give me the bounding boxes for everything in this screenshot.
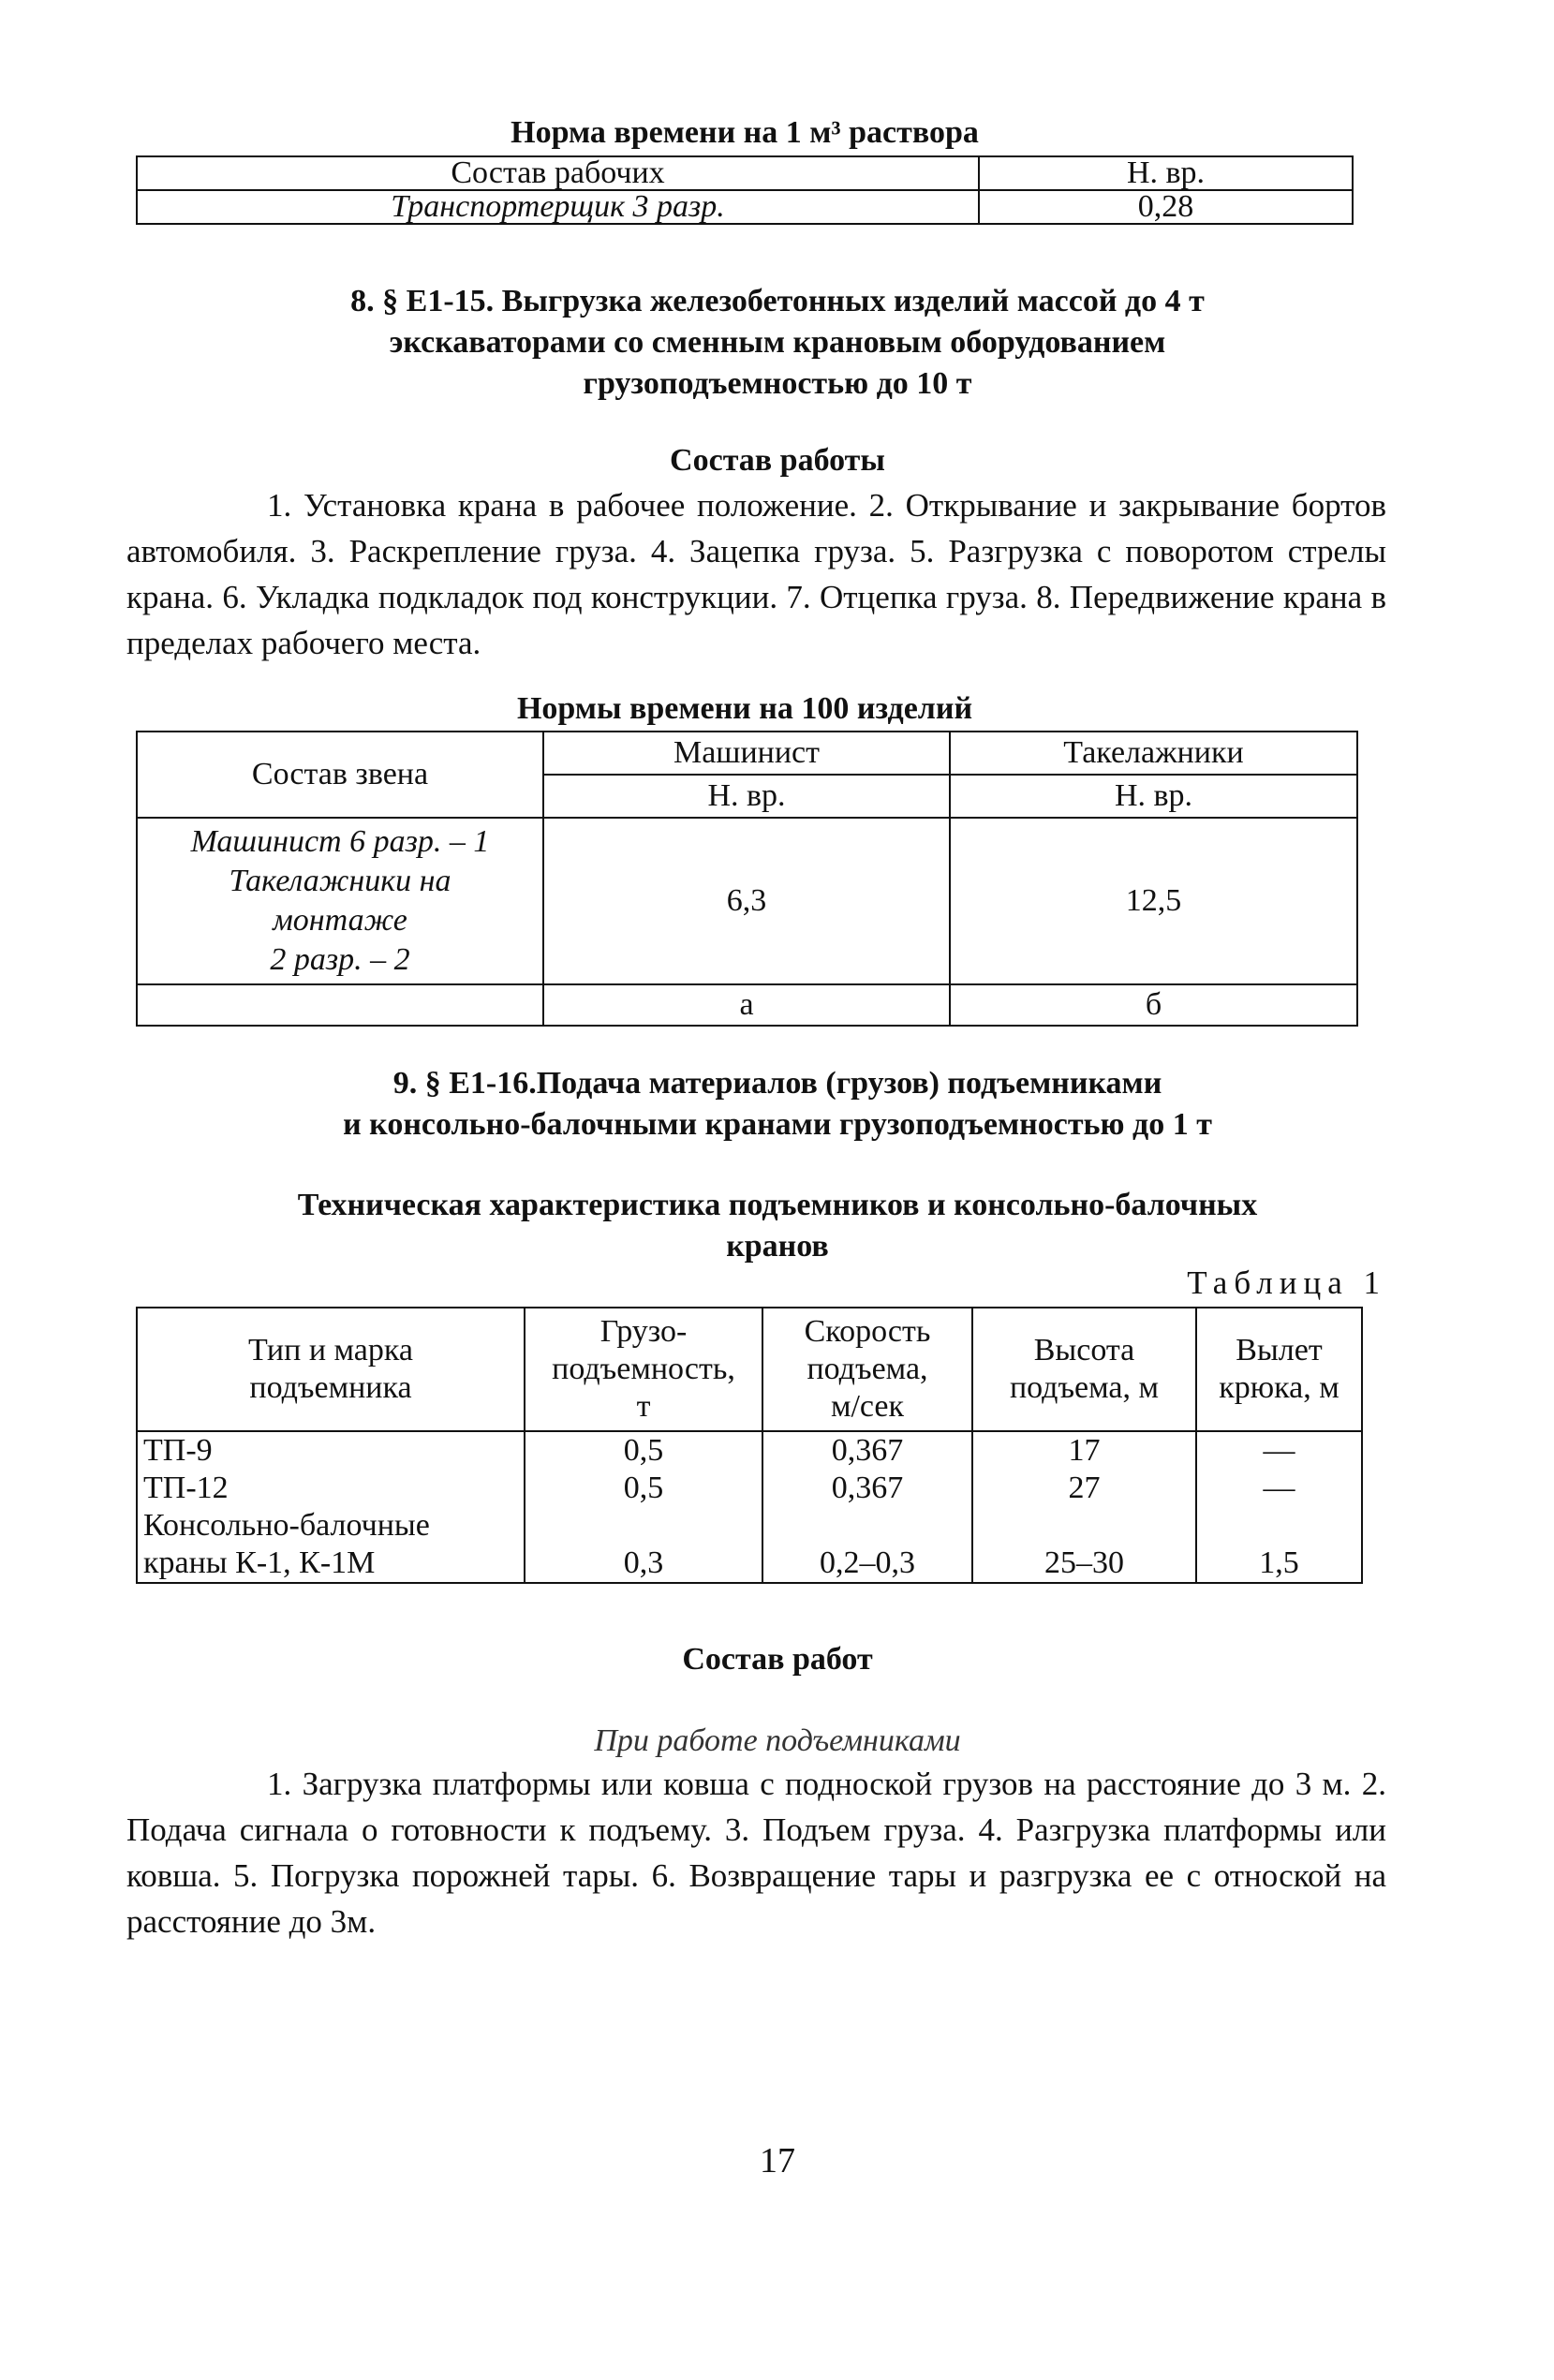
table2-cell-machinist: 6,3 <box>543 818 950 984</box>
table2-cell-empty <box>137 984 543 1026</box>
table-cell: 0,367 <box>762 1470 972 1507</box>
section8-title-line: экскаваторами со сменным крановым оборудованием <box>389 325 1166 360</box>
table-cell <box>525 1507 762 1545</box>
table2-header-machinist: Машинист <box>543 732 950 775</box>
table-cell: 27 <box>972 1470 1196 1507</box>
crew-line: Машинист 6 разр. – 1 <box>190 824 490 859</box>
table2-header-crew: Состав звена <box>137 732 543 818</box>
table-row: ТП-12 <box>137 1470 525 1507</box>
header-line: подъема, м <box>1009 1370 1160 1405</box>
table2-cell-crew <box>137 818 543 984</box>
page-number: 17 <box>760 2141 795 2180</box>
table-cell <box>762 1507 972 1545</box>
table3-header-reach <box>1196 1308 1362 1431</box>
table2-letter-a: а <box>543 984 950 1026</box>
table-cell: — <box>1196 1431 1362 1470</box>
table3-header-capacity <box>525 1308 762 1431</box>
table-row: краны К-1, К-1М <box>137 1545 525 1583</box>
table1-header-norm: Н. вр. <box>979 156 1353 190</box>
table1 <box>136 155 1354 225</box>
table1-caption: Норма времени на 1 м³ раствора <box>511 115 979 150</box>
crew-line: Такелажники на <box>229 864 451 898</box>
header-line: подъема, <box>807 1352 928 1386</box>
table2-cell-riggers: 12,5 <box>950 818 1357 984</box>
header-line: подъемника <box>249 1370 412 1405</box>
table1-cell-norm: 0,28 <box>979 190 1353 224</box>
works-text: 1. Загрузка платформы или ковша с подноской грузов на расстояние до 3 м. 2. Подача сигнала о готовности к подъему. 3. Подъем груза. 4. Разгрузка платформы или ковша. 5. Погрузка порожней тары. 6. Возвращение тары и разгрузка ее с отноской на расстояние до 3м. <box>126 1766 1386 1940</box>
table2-header-riggers: Такелажники <box>950 732 1357 775</box>
table-row: ТП-9 <box>137 1431 525 1470</box>
table3-header-height <box>972 1308 1196 1431</box>
table3-header-type <box>137 1308 525 1431</box>
table2-letter-b: б <box>950 984 1357 1026</box>
section8-title-line: грузоподъемностью до 10 т <box>583 366 972 401</box>
header-line: подъемность, <box>552 1352 735 1386</box>
crew-line: 2 разр. – 2 <box>270 942 410 977</box>
table2-caption: Нормы времени на 100 изделий <box>516 691 973 726</box>
table2-subheader-norm: Н. вр. <box>950 775 1357 818</box>
header-line: крюка, м <box>1219 1370 1339 1405</box>
tech-heading-line: кранов <box>726 1229 829 1264</box>
table-cell <box>1196 1507 1362 1545</box>
table-label: Таблица 1 <box>1187 1264 1386 1301</box>
section8-work-text: 1. Установка крана в рабочее положение. 2. Открывание и закрывание бортов автомобиля. 3. Раскрепление груза. 4. Зацепка груза. 5. Разгрузка с поворотом стрелы крана. 6. Укладка подкладок под конструкции. 7. Отцепка груза. 8. Передвижение крана в пределах рабочего места. <box>126 487 1386 661</box>
section8-title-line: 8. § Е1-15. Выгрузка железобетонных изделий массой до 4 т <box>350 284 1205 318</box>
header-line: Вылет <box>1236 1333 1323 1367</box>
crew-line: монтаже <box>273 903 407 938</box>
section8-title <box>131 281 1424 405</box>
table-row: Консольно-балочные <box>137 1507 525 1545</box>
tech-heading-line: Техническая характеристика подъемников и консольно-балочных <box>297 1188 1258 1222</box>
table-cell: 25–30 <box>972 1545 1196 1583</box>
table-cell: 0,367 <box>762 1431 972 1470</box>
table-cell <box>972 1507 1196 1545</box>
tech-heading <box>131 1185 1424 1267</box>
table-cell: 1,5 <box>1196 1545 1362 1583</box>
table-cell: 0,3 <box>525 1545 762 1583</box>
header-line: т <box>636 1389 651 1424</box>
header-line: Тип и марка <box>248 1333 413 1367</box>
table2 <box>136 731 1358 1027</box>
header-line: Высота <box>1033 1333 1135 1367</box>
table2-subheader-norm: Н. вр. <box>543 775 950 818</box>
table-cell: 0,2–0,3 <box>762 1545 972 1583</box>
header-line: Грузо- <box>599 1314 688 1349</box>
table-cell: 17 <box>972 1431 1196 1470</box>
section9-title <box>131 1063 1424 1146</box>
table-cell: 0,5 <box>525 1470 762 1507</box>
header-line: м/сек <box>830 1389 905 1424</box>
table3 <box>136 1307 1363 1584</box>
section9-title-line: и консольно-балочными кранами грузоподъемностью до 1 т <box>343 1107 1212 1142</box>
table-cell: 0,5 <box>525 1431 762 1470</box>
section9-title-line: 9. § Е1-16.Подача материалов (грузов) подъемниками <box>392 1066 1162 1101</box>
works-subheading: При работе подъемниками <box>594 1723 961 1758</box>
works-heading: Состав работ <box>682 1642 873 1677</box>
table1-header-crew: Состав рабочих <box>137 156 979 190</box>
table-cell: — <box>1196 1470 1362 1507</box>
table1-cell-crew: Транспортерщик 3 разр. <box>137 190 979 224</box>
section8-work-heading: Состав работы <box>670 443 885 478</box>
table3-header-speed <box>762 1308 972 1431</box>
header-line: Скорость <box>804 1314 931 1349</box>
